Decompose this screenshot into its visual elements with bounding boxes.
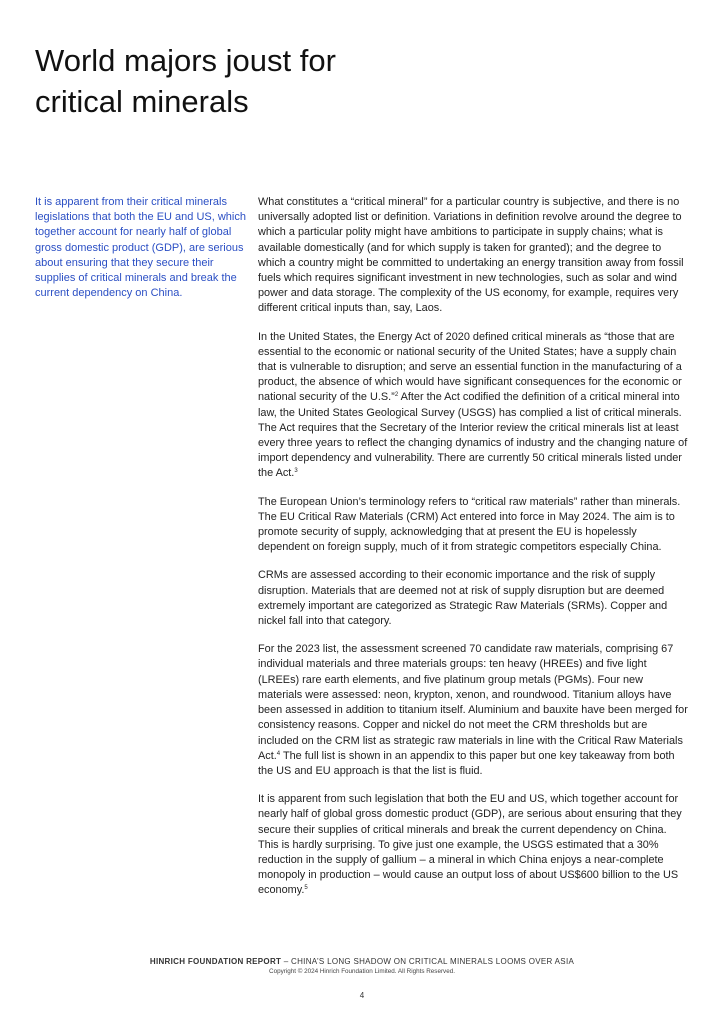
pull-quote: It is apparent from their critical minerals legislations that both the EU and US, which together account for nearly half of global gross domestic product (GDP), are serious about ensuring that they secure their supplies of critical minerals and break the current dependency on China. — [35, 196, 246, 300]
footer-separator: – — [281, 957, 292, 966]
paragraph-1: What constitutes a “critical mineral” for a particular country is subjective, and there is no universally adopted list or definition. Variations in definition revolve around the degree to which a particular polity might have ambitions to participate in supply chains; what is available domestically (and for which supply is taken for granted); and the degree to which a country might be committed to undertaking an energy transition away from fossil fuels which requires significant investment in new technologies, such as solar and wind power and data storage. The complexity of the US economy, for example, requires very different critical inputs than, say, Laos. — [258, 196, 684, 315]
footer-report-name: HINRICH FOUNDATION REPORT — [149, 957, 282, 966]
paragraph-3: The European Union’s terminology refers to “critical raw materials” rather than minerals. The EU Critical Raw Materials (CRM) Act entered into force in May 2024. The aim is to promote security of supply, acknowledging that at present the EU is hopelessly dependent on foreign supply, much of it from strategic competitors especially China. — [258, 495, 681, 554]
footnote-ref-4[interactable]: 4 — [276, 750, 281, 757]
paragraph-2: In the United States, the Energy Act of 2020 defined critical minerals as “those that are essential to the economic or national security of the United States; have a supply chain that is vulnerable to disruption; and serve an essential function in the manufacturing of a product, the absence of which would have significant consequences for the economic or national security of the U.S.”$^2$ After the Act codified the definition of a critical mineral into law, the United States Geological Survey (USGS) has complied a list of critical minerals. The Act requires that the Secretary of the Interior review the critical minerals list at least every three years to reflect the changing dynamics of industry and the changing nature of import dependency and vulnerability. There are currently 50 critical minerals listed under the Act.$^3$ — [258, 330, 688, 480]
footer-title — [0, 957, 724, 966]
paragraph-6: It is apparent from such legislation that both the EU and US, which together account for nearly half of global gross domestic product (GDP), are serious about ensuring that they secure their supplies of critical minerals and break the current dependency on China. This is hardly surprising. To give just one example, the USGS estimated that a 30% reduction in the supply of gallium – a mineral in which China enjoys a near-complete monopoly in production – would cause an output loss of about US$600 billion to the US economy.$^5$ — [258, 793, 682, 897]
paragraph-4: CRMs are assessed according to their economic importance and the risk of supply disruption. Materials that are deemed not at risk of supply disruption but are deemed extremely important are categorized as Strategic Raw Materials (SRMs). Copper and nickel fall into that category. — [258, 569, 668, 628]
copyright-notice: Copyright © 2024 Hinrich Foundation Limited. All Rights Reserved. — [269, 968, 455, 975]
page-number: 4 — [359, 991, 365, 1000]
footnote-ref-5[interactable]: 5 — [304, 885, 308, 892]
paragraph-5: For the 2023 list, the assessment screened 70 candidate raw materials, comprising 67 individual materials and three materials groups: ten heavy (HREEs) and five light (LREEs) rare earth elements, and five platinum group metals (PGMs). Four new materials were assessed: neon, krypton, xenon, and roundwood. Titanium alloys have been assessed in addition to titanium itself. Aluminium and bauxite have been merged for consistency reasons. Copper and nickel do not meet the CRM thresholds but are included on the CRM list as strategic raw materials in line with the Critical Raw Materials Act.$^4$ The full list is shown in an appendix to this paper but one key takeaway from both the US and EU approach is that the list is fluid. — [258, 643, 688, 777]
footnote-ref-2[interactable]: 2 — [394, 392, 399, 399]
body-column — [258, 195, 688, 912]
footer-subtitle: CHINA’S LONG SHADOW ON CRITICAL MINERALS LOOMS OVER ASIA — [291, 957, 575, 966]
footnote-ref-3[interactable]: 3 — [294, 468, 298, 475]
page-title: World majors joust for critical minerals — [35, 43, 336, 119]
